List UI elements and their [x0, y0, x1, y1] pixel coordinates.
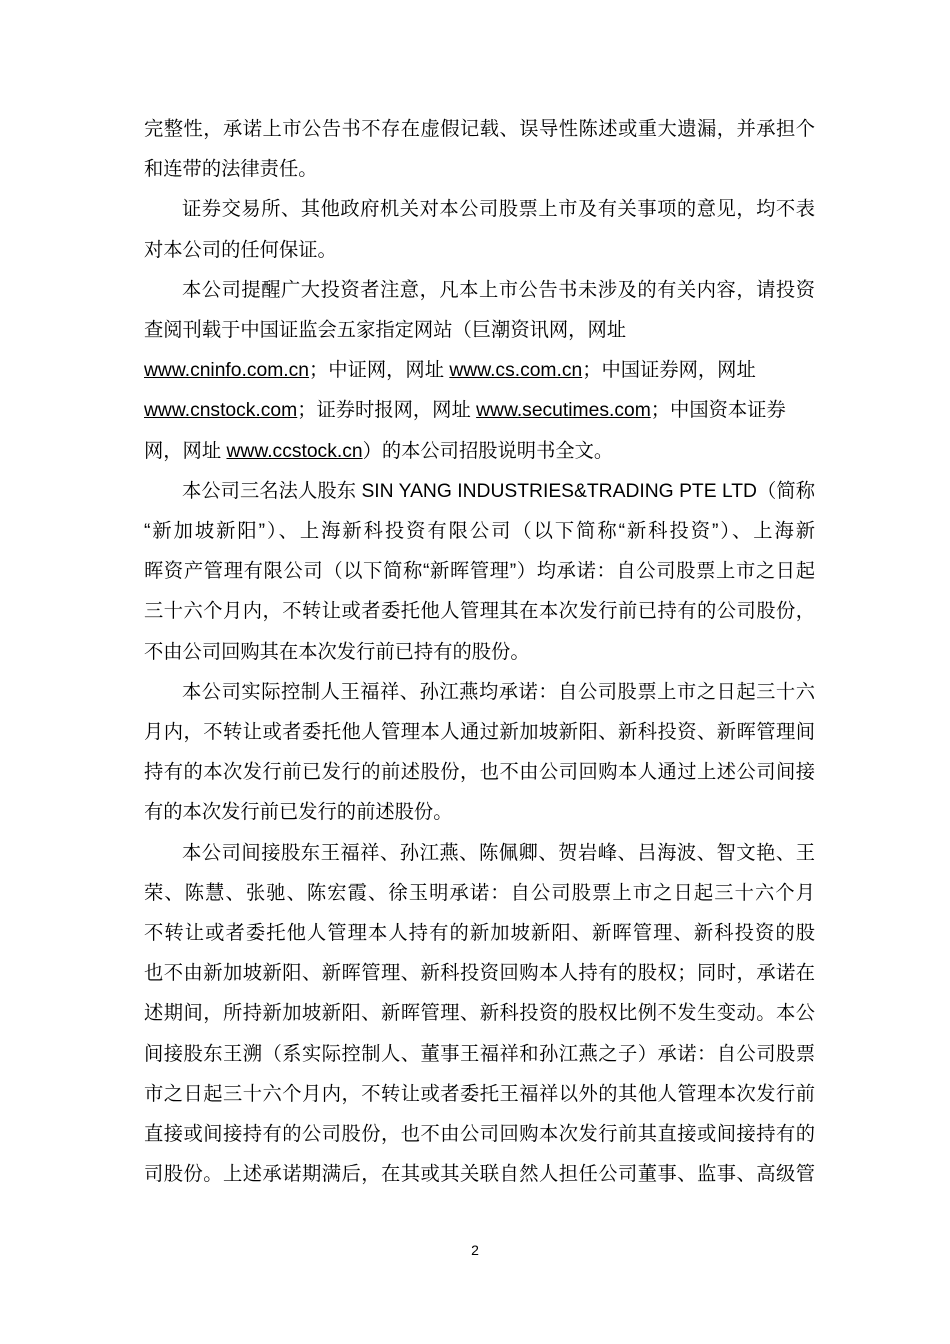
text-line — [144, 1040, 815, 1070]
text-segment: 市之日起三十六个月内，不转让或者委托王福祥以外的其他人管理本次发行前 — [144, 1083, 815, 1105]
text-segment: “新加坡新阳”）、上海新科投资有限公司（以下简称“新科投资”）、上海新 — [144, 521, 815, 542]
text-line — [144, 356, 815, 386]
text-line — [144, 678, 815, 708]
text-line — [144, 557, 815, 587]
text-line — [144, 155, 815, 185]
text-line — [144, 638, 815, 668]
text-segment: 证券交易所、其他政府机关对本公司股票上市及有关事项的意见，均不表 — [182, 199, 815, 221]
text-segment: 司股份。上述承诺期满后，在其或其关联自然人担任公司董事、监事、高级管 — [144, 1164, 815, 1186]
text-line — [144, 1160, 815, 1190]
text-line — [144, 115, 815, 145]
text-line — [144, 798, 815, 828]
text-line — [144, 718, 815, 748]
text-segment: 完整性，承诺上市公告书不存在虚假记载、误导性陈述或重大遗漏，并承担个 — [144, 119, 815, 140]
text-segment: ）的本公司招股说明书全文。 — [362, 440, 614, 462]
text-segment: 述期间，所持新加坡新阳、新晖管理、新科投资的股权比例不发生变动。本公 — [144, 1003, 815, 1025]
text-line — [144, 597, 815, 627]
text-line — [144, 919, 815, 949]
text-segment: 也不由新加坡新阳、新晖管理、新科投资回购本人持有的股权；同时，承诺在 — [144, 963, 815, 985]
text-segment: 本公司提醒广大投资者注意，凡本上市公告书未涉及的有关内容，请投资 — [182, 279, 815, 301]
text-line — [144, 879, 815, 909]
text-line — [144, 396, 815, 426]
text-segment: 晖资产管理有限公司（以下简称“新晖管理”）均承诺：自公司股票上市之日起 — [144, 561, 815, 583]
text-segment: 月内，不转让或者委托他人管理本人通过新加坡新阳、新科投资、新晖管理间 — [144, 722, 815, 743]
text-line — [144, 316, 815, 346]
text-segment: 持有的本次发行前已发行的前述股份，也不由公司回购本人通过上述公司间接 — [144, 762, 815, 784]
text-line — [144, 236, 815, 266]
text-line — [144, 839, 815, 869]
website-link[interactable]: www.cs.com.cn — [449, 360, 583, 382]
text-segment: 不转让或者委托他人管理本人持有的新加坡新阳、新晖管理、新科投资的股 — [144, 923, 815, 944]
text-line — [144, 999, 815, 1029]
website-link[interactable]: www.ccstock.cn — [226, 440, 363, 462]
text-segment: 不由公司回购其在本次发行前已持有的股份。 — [144, 641, 530, 663]
text-segment: 和连带的法律责任。 — [144, 159, 318, 181]
text-segment: 本公司实际控制人王福祥、孙江燕均承诺：自公司股票上市之日起三十六 — [182, 681, 815, 703]
text-segment: 三十六个月内，不转让或者委托他人管理其在本次发行前已持有的公司股份， — [144, 601, 815, 623]
text-line — [144, 195, 815, 225]
text-segment: ；中证网，网址 — [309, 360, 450, 382]
text-segment: 查阅刊载于中国证监会五家指定网站（巨潮资讯网，网址 — [144, 320, 627, 341]
text-segment: ；证券时报网，网址 — [297, 400, 477, 422]
text-line — [144, 959, 815, 989]
text-segment: 间接股东王溯（系实际控制人、董事王福祥和孙江燕之子）承诺：自公司股票 — [144, 1043, 815, 1065]
text-segment: 本公司三名法人股东 SIN YANG INDUSTRIES&TRADING PTE LTD（简称 — [182, 480, 815, 502]
website-link[interactable]: www.secutimes.com — [476, 400, 651, 422]
text-line — [144, 758, 815, 788]
text-segment: 网，网址 — [144, 440, 227, 462]
text-segment: 直接或间接持有的公司股份，也不由公司回购本次发行前其直接或间接持有的 — [144, 1124, 815, 1145]
text-line — [144, 276, 815, 306]
text-segment: 对本公司的任何保证。 — [144, 239, 337, 261]
website-link[interactable]: www.cninfo.com.cn — [144, 360, 310, 382]
text-line — [144, 1080, 815, 1110]
text-segment: ；中国证券网，网址 — [582, 360, 756, 382]
text-line — [144, 437, 815, 467]
text-segment: 有的本次发行前已发行的前述股份。 — [144, 802, 453, 824]
text-segment: 荣、陈慧、张驰、陈宏霞、徐玉明承诺：自公司股票上市之日起三十六个月 — [144, 882, 815, 904]
website-link[interactable]: www.cnstock.com — [144, 400, 298, 422]
text-line — [144, 477, 815, 507]
text-segment: 本公司间接股东王福祥、孙江燕、陈佩卿、贺岩峰、吕海波、智文艳、王 — [182, 842, 815, 864]
text-line — [144, 517, 815, 547]
text-line — [144, 1120, 815, 1150]
text-segment: ；中国资本证券 — [650, 400, 786, 422]
page-number: 2 — [471, 1242, 479, 1258]
